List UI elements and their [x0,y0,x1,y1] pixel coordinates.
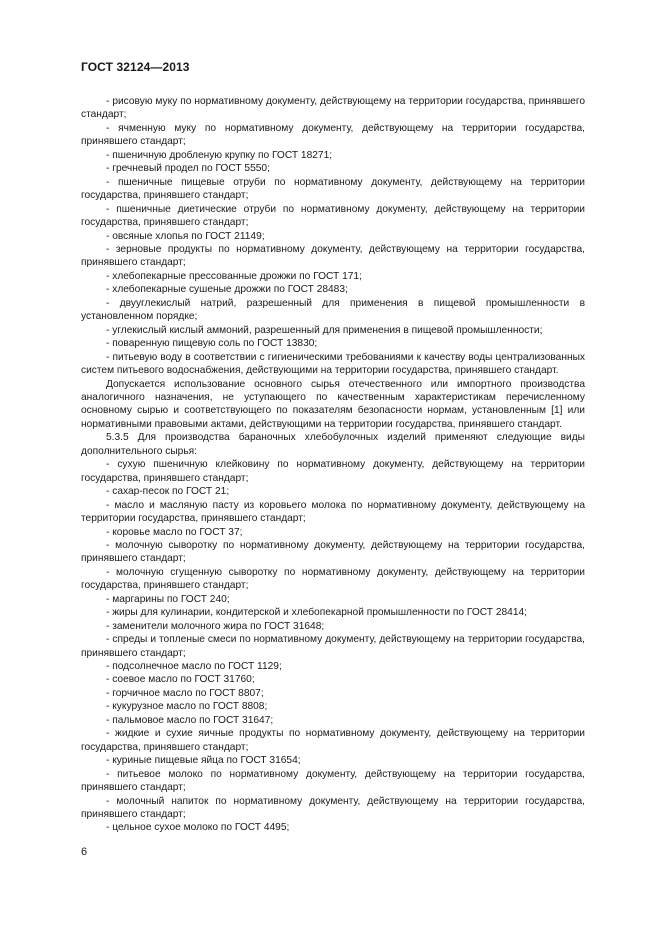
paragraph: - питьевую воду в соответствии с гигиеническими требованиями к качеству воды централизованных систем питьевого водоснабжения, действующими на территории государства, принявшего стандарт. [81,351,585,377]
paragraph: - цельное сухое молоко по ГОСТ 4495; [106,822,290,834]
paragraph: - сахар-песок по ГОСТ 21; [106,486,230,498]
paragraph: - жиры для кулинарии, кондитерской и хлебопекарной промышленности по ГОСТ 28414; [106,607,527,619]
section-5-3-5-paragraph: 5.3.5 Для производства бараночных хлебобулочных изделий применяют следующие виды дополнительного сырья: [81,432,585,457]
paragraph: - пшеничные пищевые отруби по нормативному документу, действующему на территории государства, принявшего стандарт; [81,176,585,202]
paragraph: - хлебопекарные сушеные дрожжи по ГОСТ 28483; [106,284,348,296]
document-header: ГОСТ 32124—2013 [81,60,190,74]
paragraph: - гречневый продел по ГОСТ 5550; [106,163,270,175]
paragraph: - сухую пшеничную клейковину по нормативному документу, действующему на территории государства, принявшего стандарт; [81,459,585,484]
paragraph: - поваренную пищевую соль по ГОСТ 13830; [106,338,318,350]
paragraph: - горчичное масло по ГОСТ 8807; [106,687,264,699]
paragraph: - куриные пищевые яйца по ГОСТ 31654; [106,755,301,767]
paragraph: - хлебопекарные прессованные дрожжи по ГОСТ 171; [106,270,362,282]
paragraph: - жидкие и сухие яичные продукты по нормативному документу, действующему на территории государства, принявшего стандарт; [81,728,585,753]
paragraph: - молочную сгущенную сыворотку по нормативному документу, действующему на территории государства, принявшего стандарт; [81,566,585,592]
paragraph: Допускается использование основного сырья отечественного или импортного производства аналогичного назначения, не уступающего по качественным характеристикам перечисленному основному сырью и соответствующего по показателям безопасности нормам, установленным [1] или нормативными правовыми актами, действующими на территории государства, принявшего стандарт. [81,378,585,430]
paragraph: - маргарины по ГОСТ 240; [106,593,230,605]
paragraph: - питьевое молоко по нормативному документу, действующему на территории государства, принявшего стандарт; [81,768,585,794]
paragraph: - пшеничные диетические отруби по нормативному документу, действующему на территории государства, принявшего стандарт; [81,203,585,229]
paragraph: - масло и масляную пасту из коровьего молока по нормативному документу, действующему на территории государства, принявшего стандарт; [81,499,585,525]
paragraph: - ячменную муку по нормативному документу, действующему на территории государства, принявшего стандарт; [81,122,585,148]
paragraph: - молочную сыворотку по нормативному документу, действующему на территории государства, принявшего стандарт; [81,539,585,565]
paragraph: - рисовую муку по нормативному документу, действующему на территории государства, принявшего стандарт; [81,96,585,121]
paragraph: - пшеничную дробленую крупку по ГОСТ 18271; [106,149,333,161]
paragraph: - молочный напиток по нормативному документу, действующему на территории государства, принявшего стандарт; [81,795,585,821]
paragraph: - пальмовое масло по ГОСТ 31647; [106,714,274,726]
paragraph: - соевое масло по ГОСТ 31760; [106,674,255,686]
paragraph: - спреды и топленые смеси по нормативному документу, действующему на территории государства, принявшего стандарт; [81,634,585,659]
document-body [81,95,585,835]
paragraph: - коровье масло по ГОСТ 37; [106,526,243,538]
paragraph: - зерновые продукты по нормативному документу, действующему на территории государства, принявшего стандарт; [81,243,585,269]
paragraph: - овсяные хлопья по ГОСТ 21149; [106,230,265,242]
paragraph: - двууглекислый натрий, разрешенный для применения в пищевой промышленности в установленном порядке; [81,297,585,323]
page-number: 6 [81,846,88,858]
paragraph: - кукурузное масло по ГОСТ 8808; [106,701,268,713]
paragraph: - углекислый кислый аммоний, разрешенный для применения в пищевой промышленности; [106,324,543,336]
paragraph: - заменители молочного жира по ГОСТ 31648; [106,620,325,632]
paragraph: - подсолнечное масло по ГОСТ 1129; [106,661,282,673]
